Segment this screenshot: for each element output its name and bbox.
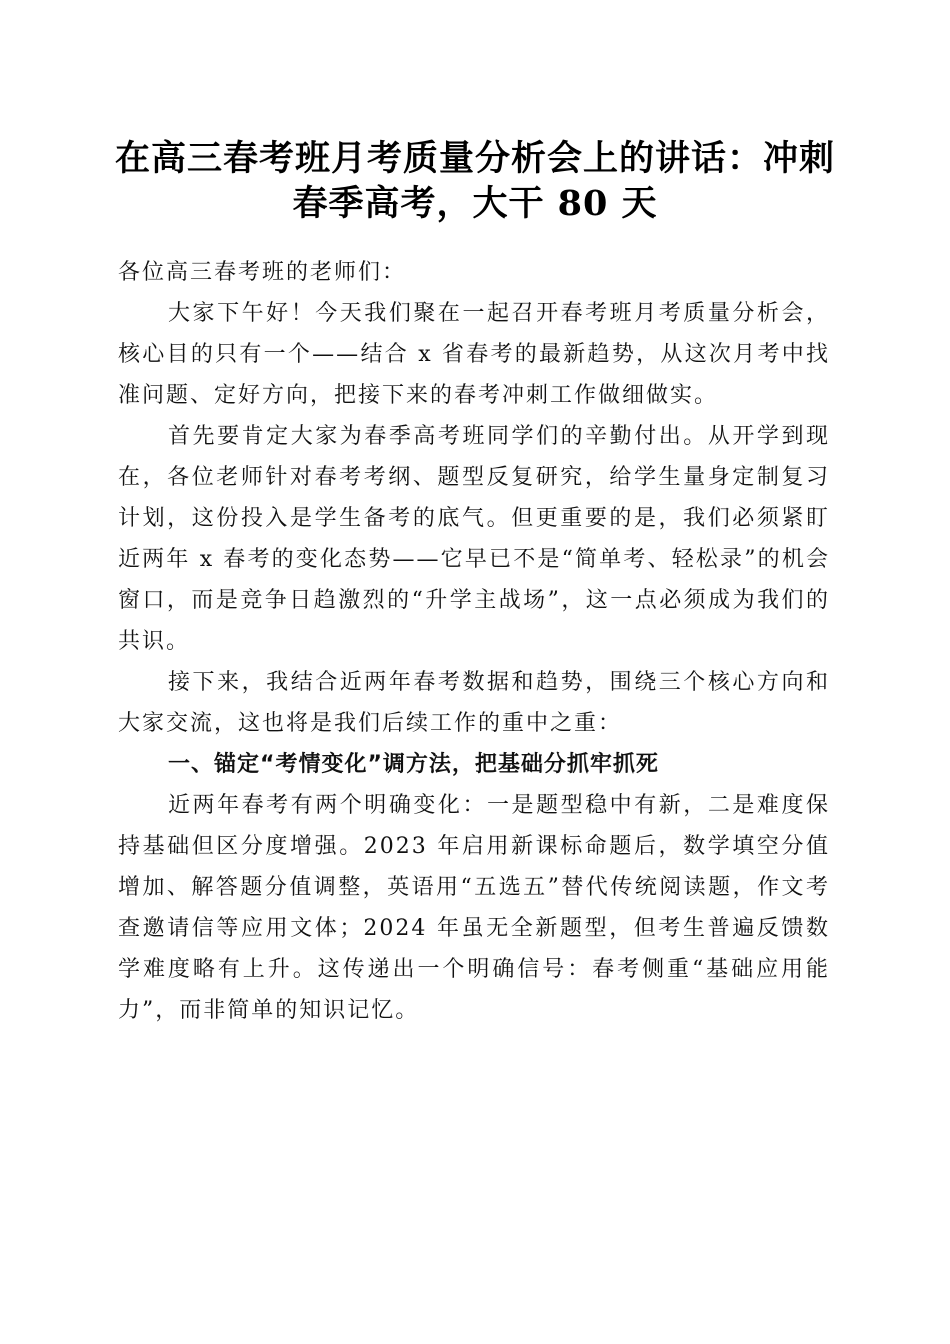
title-line-2: 春季高考，大干 80 天 [292, 183, 658, 224]
section-1-paragraph: 近两年春考有两个明确变化：一是题型稳中有新，二是难度保持基础但区分度增强。2023 年启用新课标命题后，数学填空分值增加、解答题分值调整，英语用“五选五”替代传统阅读题，作文考查邀请信等应用文体；2024 年虽无全新题型，但考生普遍反馈数学难度略有上升。这传递出一个明确信号：春考侧重“基础应用能力”，而非简单的知识记忆。 [118, 793, 830, 1023]
paragraph-acknowledgement: 首先要肯定大家为春季高考班同学们的辛勤付出。从开学到现在，各位老师针对春考考纲、题型反复研究，给学生量身定制复习计划，这份投入是学生备考的底气。但更重要的是，我们必须紧盯近两年 x 春考的变化态势——它早已不是“简单考、轻松录”的机会窗口，而是竞争日趋激烈的“升学主战场”，这一点必须成为我们的共识。 [118, 424, 830, 654]
section-1-heading: 一、锚定“考情变化”调方法，把基础分抓牢抓死 [168, 752, 659, 777]
paragraph-overview: 接下来，我结合近两年春考数据和趋势，围绕三个核心方向和大家交流，这也将是我们后续工作的重中之重： [118, 670, 830, 736]
document-body [118, 252, 830, 1031]
salutation: 各位高三春考班的老师们： [118, 260, 407, 285]
paragraph-greeting: 大家下午好！今天我们聚在一起召开春考班月考质量分析会，核心目的只有一个——结合 x 省春考的最新趋势，从这次月考中找准问题、定好方向，把接下来的春考冲刺工作做细做实。 [118, 301, 830, 408]
document-title [112, 136, 838, 226]
title-line-1: 在高三春考班月考质量分析会上的讲话：冲刺 [114, 138, 835, 179]
